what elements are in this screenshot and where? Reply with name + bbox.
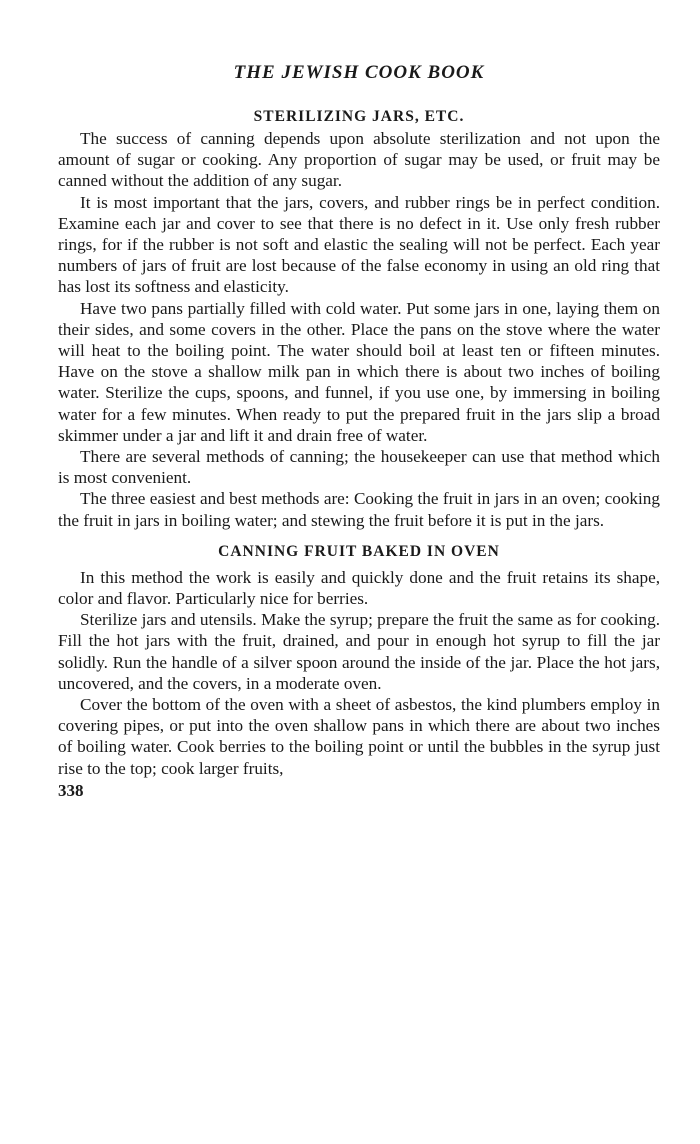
paragraph: In this method the work is easily and quickly done and the fruit retains its shape, color and flavor. Particularly nice for berries. [58, 567, 660, 609]
paragraph: Have two pans partially filled with cold water. Put some jars in one, laying them on their sides, and some covers in the other. Place the pans on the stove where the water will heat to the boiling point. The water should boil at least ten or fifteen minutes. Have on the stove a shallow milk pan in which there is about two inches of boiling water. Sterilize the cups, spoons, and funnel, if you use one, by immersing in boiling water for a few minutes. When ready to put the prepared fruit in the jars slip a broad skimmer under a jar and lift it and drain free of water. [58, 298, 660, 445]
paragraph: Cover the bottom of the oven with a sheet of asbestos, the kind plumbers employ in covering pipes, or put into the oven shallow pans in which there are about two inches of boiling water. Cook berries to the boiling point or until the bubbles in the syrup just rise to the top; cook larger fruits, [58, 695, 660, 778]
paragraph: There are several methods of canning; the housekeeper can use that method which is most convenient. [58, 447, 660, 488]
running-head: THE JEWISH COOK BOOK [233, 62, 485, 83]
paragraph: The three easiest and best methods are: Cooking the fruit in jars in an oven; cooking the fruit in jars in boiling water; and stewing the fruit before it is put in the jars. [58, 489, 660, 530]
paragraph: The success of canning depends upon absolute sterilization and not upon the amount of sugar or cooking. Any proportion of sugar may be used, or fruit may be canned without the addition of any sugar. [58, 129, 660, 191]
paragraph: It is most important that the jars, covers, and rubber rings be in perfect condition. Examine each jar and cover to see that there is no defect in it. Use only fresh rubber rings, for if the rubber is not soft and elastic the sealing will not be perfect. Each year numbers of jars of fruit are lost because of the false economy in using an old ring that has lost its softness and elasticity. [58, 192, 660, 297]
section-heading: STERILIZING JARS, ETC. [253, 108, 465, 125]
section-sterilizing-jars [58, 108, 660, 531]
paragraph: Sterilize jars and utensils. Make the syrup; prepare the fruit the same as for cooking. Fill the hot jars with the fruit, drained, and pour in enough hot syrup to fill the jar solidly. Run the handle of a silver spoon around the inside of the jar. Place the hot jars, uncovered, and the covers, in a moderate oven. [58, 610, 660, 693]
section-canning-fruit-baked [58, 543, 660, 779]
page-number: 338 [58, 780, 84, 800]
section-heading: CANNING FRUIT BAKED IN OVEN [218, 542, 500, 560]
book-page [58, 62, 660, 801]
